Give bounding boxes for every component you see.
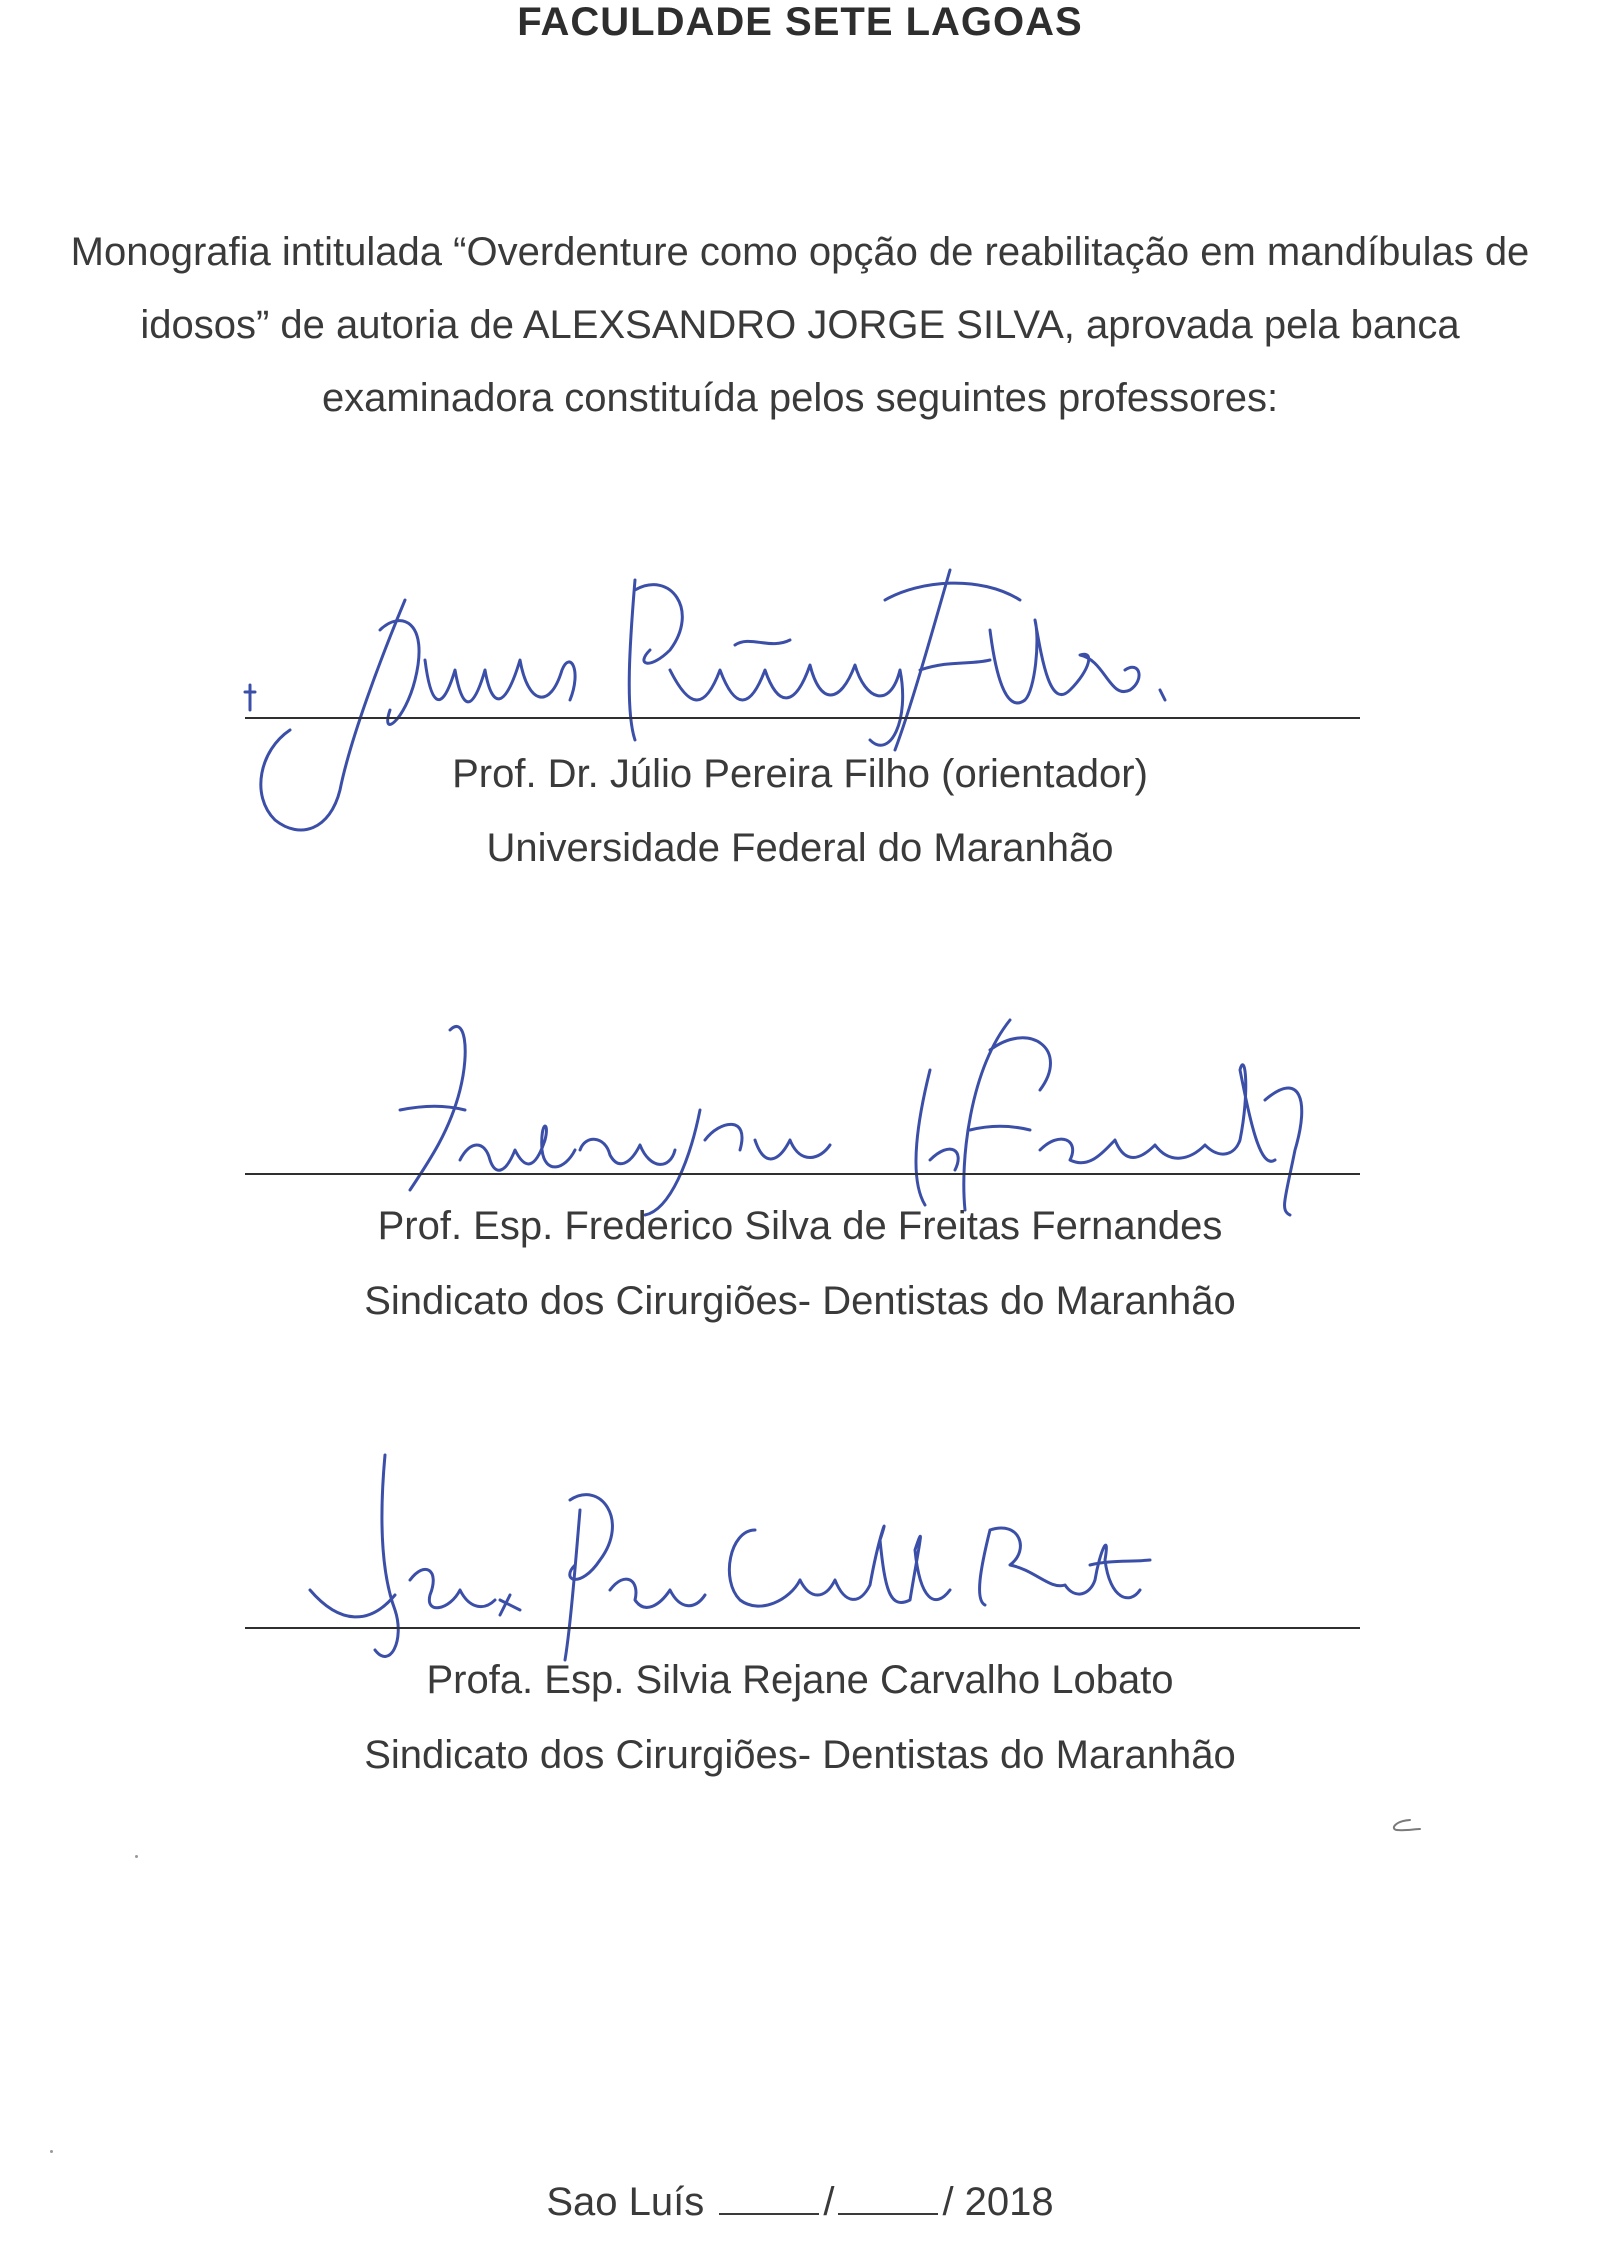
date-line	[0, 2180, 1600, 2225]
signature-frederico	[370, 1010, 1370, 1220]
stray-mark	[1385, 1815, 1425, 1835]
statement-line-1: Monografia intitulada “Overdenture como opção de reabilitação em mandíbulas de	[70, 230, 1530, 274]
month-blank[interactable]	[838, 2183, 938, 2215]
date-location: Sao Luís	[546, 2180, 705, 2224]
signature-line-3	[245, 1627, 1360, 1629]
scan-speck	[50, 2150, 53, 2153]
examiner-name-3: Profa. Esp. Silvia Rejane Carvalho Lobato	[426, 1658, 1174, 1702]
day-blank[interactable]	[719, 2183, 819, 2215]
institution-title: FACULDADE SETE LAGOAS	[517, 0, 1083, 44]
signature-silvia	[300, 1450, 1200, 1680]
statement-line-2: idosos” de autoria de ALEXSANDRO JORGE SILVA, aprovada pela banca	[140, 303, 1460, 347]
examiner-affiliation-3: Sindicato dos Cirurgiões- Dentistas do Maranhão	[364, 1733, 1236, 1777]
approval-statement	[40, 216, 1560, 435]
examiner-name-2: Prof. Esp. Frederico Silva de Freitas Fernandes	[377, 1204, 1223, 1248]
scan-speck	[135, 1855, 138, 1858]
date-year: / 2018	[942, 2180, 1054, 2224]
date-separator: /	[823, 2180, 835, 2224]
signature-line-2	[245, 1173, 1360, 1175]
statement-line-3: examinadora constituída pelos seguintes professores:	[321, 376, 1279, 420]
signature-julio	[230, 540, 1230, 850]
examiner-affiliation-2: Sindicato dos Cirurgiões- Dentistas do Maranhão	[364, 1279, 1236, 1323]
examiner-name-1: Prof. Dr. Júlio Pereira Filho (orientador)	[452, 752, 1148, 796]
examiner-affiliation-1: Universidade Federal do Maranhão	[486, 826, 1114, 870]
signature-line-1	[245, 717, 1360, 719]
